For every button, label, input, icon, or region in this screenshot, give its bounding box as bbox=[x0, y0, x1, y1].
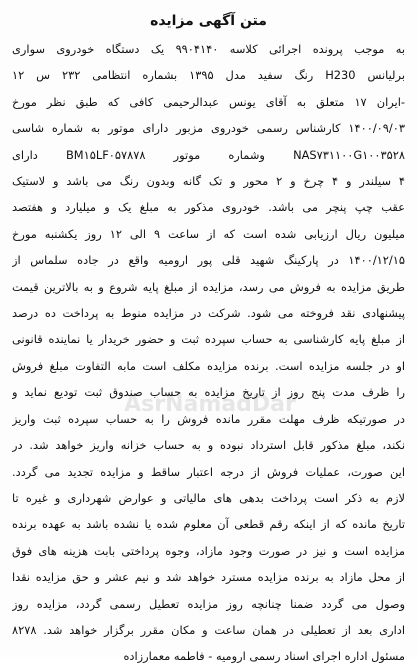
body-line: میلیون ریال ارزیابی شده است که از ساعت ۹ الی ۱۲ روز یکشنبه مورخ bbox=[12, 226, 405, 241]
body-line: تاریخ مانده که از اینکه رقم قطعی آن معلوم شده یا نشده باشد به عهده برنده bbox=[12, 517, 405, 532]
body-line: ۱۴۰۰/۱۲/۱۵ در پارکینگ شهید قلی پور ارومیه واقع در جاده سلماس از bbox=[12, 253, 405, 268]
notice-title: متن آگهی مزایده bbox=[150, 13, 267, 29]
body-line: NAS۷۳۱۱۰۰G۱۰۰۳۵۲۸ وشماره موتور BM۱۵LF۰۵۷۸۷۸ دارای bbox=[12, 147, 405, 162]
watermark: AsrNamadDar bbox=[124, 392, 296, 417]
body-line: برلیانس H230 رنگ سفید مدل ۱۳۹۵ بشماره انتظامی ۲۳۲ س ۱۲ bbox=[12, 68, 405, 83]
body-line: ۴ سیلندر و ۴ چرخ و ۲ محور و تک گانه وبدون رنگ می باشد و لاستیک bbox=[12, 174, 405, 189]
body-line: از مبلغ پایه کارشناسی به حساب سپرده ثبت و حضور خریدار یا نماینده قانونی bbox=[12, 332, 405, 347]
body-line: مزایده است و نیز در صورت وجود مازاد، وجوه پرداختی بابت هزینه های فوق bbox=[12, 543, 405, 558]
body-line: ۱۴۰۰/۰۹/۰۳ کارشناس رسمی خودروی مزبور دارای موتور به شماره شاسی bbox=[12, 121, 405, 136]
signature-line: مسئول اداره اجرای اسناد رسمی ارومیه - فاطمه معمارزاده bbox=[123, 649, 405, 664]
body-line: این صورت، عملیات فروش از درجه اعتبار ساقط و مزایده تجدید می گردد. bbox=[12, 464, 405, 479]
body-line: از محل مازاد به برنده مزایده مسترد خواهد شد و نیم عشر و حق مزایده نقدا bbox=[12, 570, 405, 585]
notice-body bbox=[12, 36, 405, 670]
body-line: نکند، مبلغ مذکور قابل استرداد نبوده و به حساب خزانه واریز خواهد شد. در bbox=[12, 438, 405, 453]
body-line: -ایران ۱۷ متعلق به آقای یونس عبدالرحیمی کافی که طبق نظر مورخ bbox=[12, 94, 405, 109]
body-line: را ظرف مدت پنج روز از تاریخ مزایده به حساب صندوق ثبت تودیع نماید و bbox=[12, 385, 405, 400]
body-line: او در جلسه مزایده است. برنده مزایده مکلف است مابه التفاوت مبلغ فروش bbox=[12, 358, 405, 373]
body-line: در صورتیکه ظرف مهلت مقرر مانده فروش را به حساب سپرده ثبت واریز bbox=[12, 411, 405, 426]
body-line: پیشنهادی نقد فروخته می شود. شرکت در مزایده منوط به پرداخت ده درصد bbox=[12, 306, 405, 321]
body-line: لازم به ذکر است پرداخت بدهی های مالیاتی و عوارض شهرداری و غیره تا bbox=[12, 490, 405, 505]
body-line: اداری بعد از تعطیلی در همان ساعت و مکان مقرر برگزار خواهد شد. ۸۲۷۸ bbox=[12, 622, 405, 637]
body-line: طریق مزایده به فروش می رسد، مزایده از مبلغ پایه شروع و به بالاترین قیمت bbox=[12, 279, 405, 294]
body-line: وصول می گردد ضمنا چنانچه روز مزایده تعطیل رسمی گردد، مزایده روز bbox=[12, 596, 405, 611]
body-line: عقب چپ پنچر می باشد. خودروی مذکور به مبلغ یک و میلیارد و هفتصد bbox=[12, 200, 405, 215]
body-line: به موجب پرونده اجرائی کلاسه ۹۹۰۴۱۴۰ یک دستگاه خودروی سواری bbox=[12, 42, 405, 56]
